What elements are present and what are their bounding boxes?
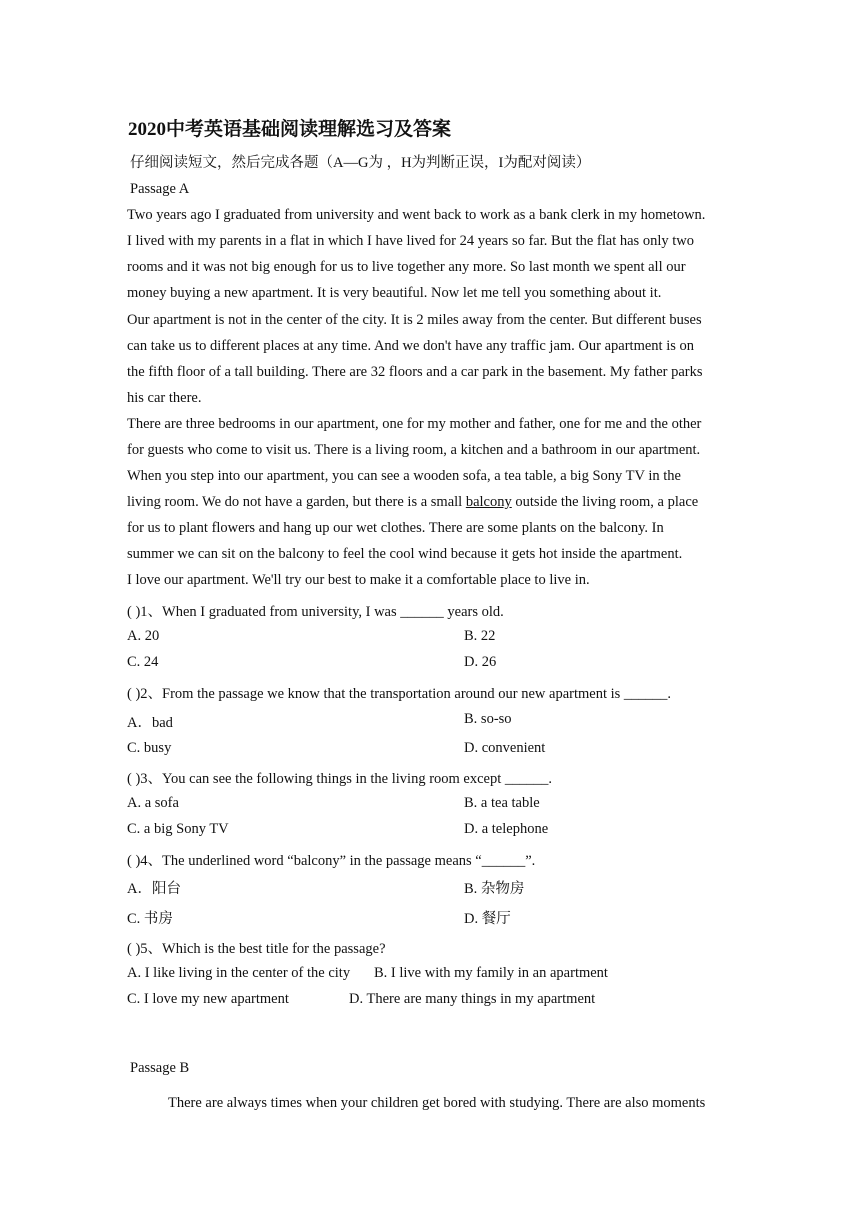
q3-option-d: D. a telephone (464, 821, 549, 837)
question-2: ( )2、From the passage we know that the transportation around our new apartment is ______. (127, 686, 672, 702)
document-title: 2020中考英语基础阅读理解选习及答案 (128, 119, 452, 140)
q4-option-b: B. 杂物房 (464, 881, 525, 897)
passage-line: Our apartment is not in the center of the city. It is 2 miles away from the center. But different buses (127, 312, 702, 328)
passage-line: Two years ago I graduated from university and went back to work as a bank clerk in my hometown. (127, 207, 706, 223)
q5-option-c: C. I love my new apartment (127, 991, 289, 1007)
q4-option-d: D. 餐厅 (464, 911, 511, 927)
q1-option-a: A. 20 (127, 628, 160, 644)
question-4: ( )4、The underlined word “balcony” in the passage means “______”. (127, 853, 536, 869)
passage-line: I lived with my parents in a flat in which I have lived for 24 years so far. But the flat has only two (127, 233, 694, 249)
passage-line: When you step into our apartment, you can see a wooden sofa, a tea table, a big Sony TV in the (127, 468, 681, 484)
passage-line (127, 494, 698, 511)
passage-line: There are three bedrooms in our apartment, one for my mother and father, one for me and the other (127, 416, 702, 432)
passage-line: I love our apartment. We'll try our best to make it a comfortable place to live in. (127, 572, 590, 588)
q5-option-a: A. I like living in the center of the city (127, 965, 351, 981)
question-5: ( )5、Which is the best title for the passage? (127, 941, 386, 957)
line-text: living room. We do not have a garden, but there is a small (127, 494, 466, 510)
q1-option-d: D. 26 (464, 654, 497, 670)
q5-option-b: B. I live with my family in an apartment (374, 965, 608, 981)
passage-a-label: Passage A (130, 181, 190, 197)
q5-option-d: D. There are many things in my apartment (349, 991, 596, 1007)
q2-option-d: D. convenient (464, 740, 546, 756)
passage-line: rooms and it was not big enough for us to live together any more. So last month we spent all our (127, 259, 686, 275)
passage-b-label: Passage B (130, 1060, 190, 1076)
passage-line: for guests who come to visit us. There is a living room, a kitchen and a bathroom in our apartment. (127, 442, 701, 458)
q4-option-a: A．阳台 (127, 881, 181, 897)
q3-option-a: A. a sofa (127, 795, 179, 811)
q2-option-b: B. so-so (464, 711, 512, 727)
question-1: ( )1、When I graduated from university, I was ______ years old. (127, 604, 504, 620)
line-text: outside the living room, a place (511, 494, 699, 510)
q2-option-c: C. busy (127, 740, 172, 756)
underlined-word-balcony: balcony (465, 494, 512, 510)
passage-line: for us to plant flowers and hang up our wet clothes. There are some plants on the balcony. In (127, 520, 664, 536)
q3-option-c: C. a big Sony TV (127, 821, 229, 837)
q2-option-a: A．bad (127, 715, 173, 731)
passage-line: the fifth floor of a tall building. There are 32 floors and a car park in the basement. My father parks (127, 364, 703, 380)
passage-b-line: There are always times when your children get bored with studying. There are also moments (168, 1095, 706, 1111)
passage-line: summer we can sit on the balcony to feel the cool wind because it gets hot inside the apartment. (127, 546, 683, 562)
q1-option-b: B. 22 (464, 628, 496, 644)
q1-option-c: C. 24 (127, 654, 159, 670)
instructions: 仔细阅读短文，然后完成各题（A—G为 ，H为判断正误，I为配对阅读） (130, 155, 591, 171)
passage-line: can take us to different places at any time. And we don't have any traffic jam. Our apartment is on (127, 338, 694, 354)
question-3: ( )3、You can see the following things in the living room except ______. (127, 771, 553, 787)
passage-line: money buying a new apartment. It is very beautiful. Now let me tell you something about it. (127, 285, 662, 301)
q4-option-c: C. 书房 (127, 911, 173, 927)
q3-option-b: B. a tea table (464, 795, 540, 811)
passage-line: his car there. (127, 390, 202, 406)
